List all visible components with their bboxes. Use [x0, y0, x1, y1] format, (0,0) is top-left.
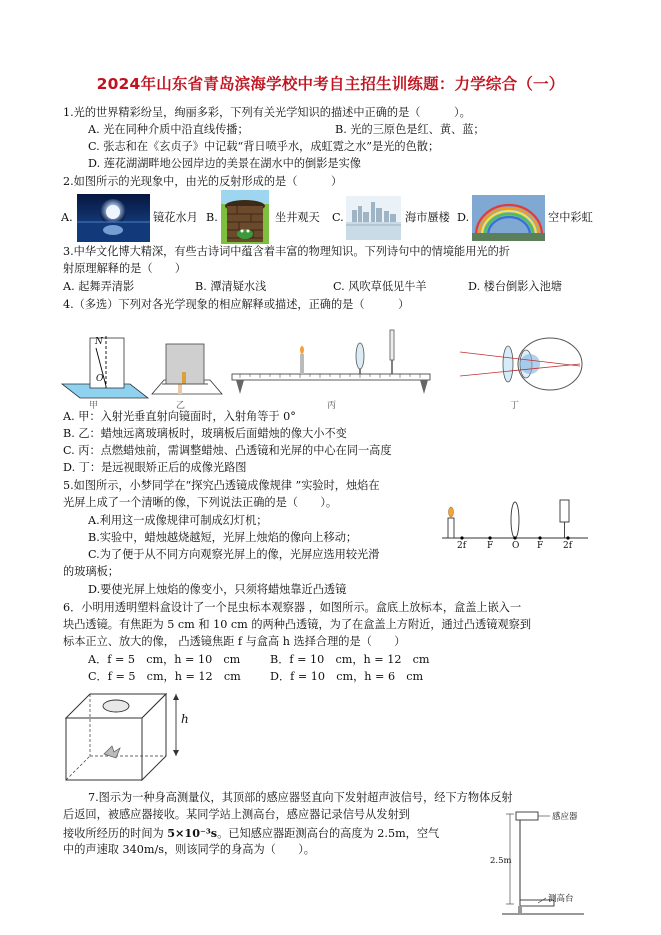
- q1-stem: 1.光的世界精彩纷呈，绚丽多彩，下列有关光学知识的描述中正确的是（ ）。: [63, 106, 471, 119]
- rainbow-image: [472, 195, 545, 241]
- q7-time-value: 5×10⁻³s: [167, 826, 218, 840]
- q5-stem-line2: 光屏上成了一个清晰的像，下列说法正确的是（ ）。: [63, 496, 338, 509]
- q4-stem: 4.（多选）下列对各光学现象的相应解释或描述，正确的是（ ）: [63, 298, 410, 311]
- q6-insect-box-figure: [64, 690, 194, 784]
- q1-option-a: A. 光在同种介质中沿直线传播；: [88, 123, 249, 136]
- fig-ding-caption: 丁: [510, 401, 520, 411]
- q4-option-a: A. 甲：入射光垂直射向镜面时，入射角等于 0°: [63, 410, 296, 423]
- q5-axis-F-right: F: [537, 541, 544, 551]
- q5-option-c-line2: 的玻璃板；: [63, 565, 119, 578]
- q2-option-d-letter: D.: [457, 211, 470, 224]
- q7-line3-start: 接收所经历的时间为: [63, 827, 168, 840]
- q6-option-c: C．f = 5 cm，h = 12 cm: [88, 670, 241, 683]
- q7-line3-end: 。已知感应器距测高台的高度为 2.5m，空气: [217, 827, 440, 840]
- q5-option-a: A.利用这一成像规律可制成幻灯机；: [88, 514, 268, 527]
- q4-optics-figures: [60, 322, 605, 410]
- q7-stem-line3: [63, 826, 439, 841]
- q5-axis-F-left: F: [487, 541, 494, 551]
- q4-option-d: D. 丁：是远视眼矫正后的成像光路图: [63, 461, 247, 474]
- q1-option-d: D. 莲花湖湖畔地公园岸边的美景在湖水中的倒影是实像: [88, 157, 361, 170]
- page-title: 2024年山东省青岛滨海学校中考自主招生训练题：力学综合（一）: [96, 75, 565, 93]
- fig-jia-label-O: O: [96, 374, 104, 384]
- q7-stem-line1: 7.图示为一种身高测量仪，其顶部的感应器竖直向下发射超声波信号，经下方物体反射: [88, 791, 513, 804]
- q2-option-c-letter: C.: [332, 211, 344, 224]
- q3-option-a: A. 起舞弄清影: [63, 280, 135, 293]
- q2-option-b-letter: B.: [206, 211, 218, 224]
- moon-reflection-image: [77, 194, 150, 242]
- q6-option-a: A．f = 5 cm，h = 10 cm: [88, 653, 241, 666]
- q3-option-b: B. 潭清疑水浅: [195, 280, 267, 293]
- fig-jia-label-N: N: [95, 337, 103, 347]
- frog-in-well-image: [221, 190, 269, 244]
- q5-axis-2f-left: 2f: [457, 541, 467, 551]
- q7-sensor-label: 感应器: [552, 812, 578, 822]
- q3-option-d: D. 楼台倒影入池塘: [468, 280, 562, 293]
- fig-yi-caption: 乙: [176, 401, 186, 411]
- q6-stem-line1: 6．小明用透明塑料盒设计了一个昆虫标本观察器 ，如图所示。盒底上放标本，盒盖上嵌入一: [63, 601, 522, 614]
- q4-option-b: B. 乙：蜡烛远离玻璃板时，玻璃板后面蜡烛的像大小不变: [63, 427, 347, 440]
- q5-option-d: D.要使光屏上烛焰的像变小，只须将蜡烛靠近凸透镜: [88, 583, 347, 596]
- q6-height-label: h: [181, 712, 189, 726]
- q2-option-b-text: 坐井观天: [275, 211, 320, 224]
- q5-axis-2f-right: 2f: [563, 541, 573, 551]
- figure-jia-mirror: [62, 336, 148, 398]
- q7-height-label: 2.5m: [490, 856, 512, 866]
- q5-stem-line1: 5.如图所示，小梦同学在“探究凸透镜成像规律 ”实验时，烛焰在: [63, 479, 380, 492]
- q7-platform-label: 测高台: [548, 894, 574, 904]
- q7-stem-line2: 后返回，被感应器接收。某同学站上测高台，感应器记录信号从发射到: [63, 808, 410, 821]
- figure-ding-eye: [460, 338, 582, 390]
- q7-stem-line4: 中的声速取 340m/s，则该同学的身高为（ ）。: [63, 843, 315, 856]
- q5-axis-O: O: [512, 541, 520, 551]
- mirage-image: [346, 196, 401, 240]
- q5-option-b: B.实验中，蜡烛越烧越短，光屏上烛焰的像向上移动；: [88, 531, 358, 544]
- q3-option-c: C. 风吹草低见牛羊: [333, 280, 427, 293]
- figure-yi-glass-plate: [152, 344, 222, 394]
- q6-stem-line3: 标本正立、放大的像， 凸透镜焦距 f 与盒高 h 选择合理的是（ ）: [63, 635, 406, 648]
- q2-option-a-letter: A.: [61, 211, 73, 224]
- q2-stem: 2.如图所示的光现象中，由光的反射形成的是（ ）: [63, 175, 343, 188]
- q2-option-d-text: 空中彩虹: [548, 211, 593, 224]
- q1-option-c: C. 张志和在《玄贞子》中记载“背日喷乎水，成虹霓之水”是光的色散；: [88, 140, 440, 153]
- q3-stem-line1: 3.中华文化博大精深，有些古诗词中蕴含着丰富的物理知识。下列诗句中的情境能用光的折: [63, 245, 510, 258]
- q6-stem-line2: 块凸透镜。有焦距为 5 cm 和 10 cm 的两种凸透镜，为了在盒盖上方附近，通过凸透镜观察到: [63, 618, 532, 631]
- q5-option-c-line1: C.为了便于从不同方向观察光屏上的像，光屏应选用较光滑: [88, 548, 380, 561]
- q6-option-b: B．f = 10 cm，h = 12 cm: [270, 653, 430, 666]
- q4-option-c: C. 丙：点燃蜡烛前，需调整蜡烛、凸透镜和光屏的中心在同一高度: [63, 444, 392, 457]
- fig-jia-caption: 甲: [89, 401, 99, 411]
- figure-bing-optical-bench: [232, 330, 430, 394]
- q1-option-b: B. 光的三原色是红、黄、蓝；: [335, 123, 485, 136]
- q2-option-c-text: 海市蜃楼: [405, 211, 450, 224]
- q3-stem-line2: 射原理解释的是（ ）: [63, 262, 187, 275]
- q6-option-d: D．f = 10 cm，h = 6 cm: [270, 670, 424, 683]
- fig-bing-caption: 丙: [327, 401, 337, 411]
- q2-option-a-text: 镜花水月: [153, 211, 198, 224]
